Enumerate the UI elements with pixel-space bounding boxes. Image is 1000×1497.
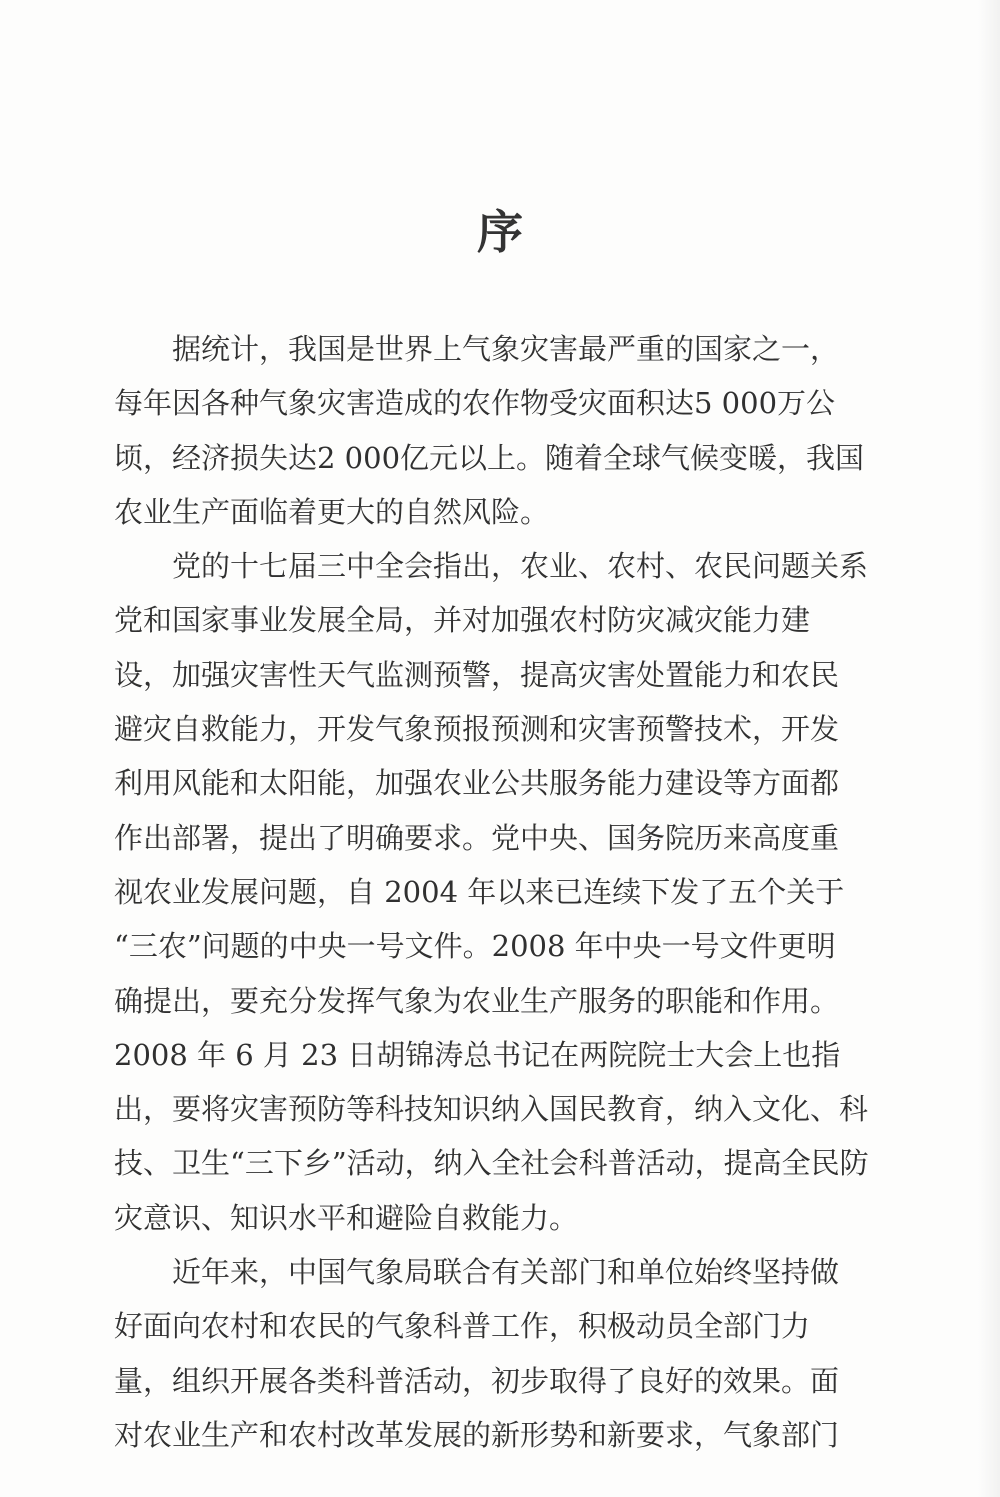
text-line: 近年来，中国气象局联合有关部门和单位始终坚持做	[114, 1255, 840, 1290]
text-line: 出，要将灾害预防等科技知识纳入国民教育，纳入文化、科	[114, 1092, 869, 1127]
text-line: 党的十七届三中全会指出，农业、农村、农民问题关系	[114, 549, 869, 584]
text-line: 农业生产面临着更大的自然风险。	[114, 494, 550, 529]
text-line: 党和国家事业发展全局，并对加强农村防灾减灾能力建	[114, 603, 811, 638]
text-line: 顷，经济损失达2 000亿元以上。随着全球气候变暖，我国	[114, 440, 865, 475]
text-line: 对农业生产和农村改革发展的新形势和新要求，气象部门	[114, 1417, 840, 1452]
text-line: 设，加强灾害性天气监测预警，提高灾害处置能力和农民	[114, 657, 840, 692]
text-line: 作出部署，提出了明确要求。党中央、国务院历来高度重	[114, 820, 840, 855]
text-line: 技、卫生“三下乡”活动，纳入全社会科普活动，提高全民防	[114, 1146, 869, 1181]
text-line: 视农业发展问题，自 2004 年以来已连续下发了五个关于	[114, 874, 845, 909]
text-line: 灾意识、知识水平和避险自救能力。	[114, 1200, 579, 1235]
body-text	[114, 322, 902, 1462]
text-line: 避灾自救能力，开发气象预报预测和灾害预警技术，开发	[114, 712, 840, 747]
text-line: 每年因各种气象灾害造成的农作物受灾面积达5 000万公	[114, 386, 836, 421]
text-line: “三农”问题的中央一号文件。2008 年中央一号文件更明	[114, 929, 836, 964]
text-line: 利用风能和太阳能，加强农业公共服务能力建设等方面都	[114, 766, 840, 801]
page-title: 序	[477, 205, 523, 259]
text-line: 2008 年 6 月 23 日胡锦涛总书记在两院院士大会上也指	[114, 1037, 841, 1072]
text-line: 量，组织开展各类科普活动，初步取得了良好的效果。面	[114, 1363, 840, 1398]
text-line: 据统计，我国是世界上气象灾害最严重的国家之一，	[114, 332, 840, 366]
text-line: 好面向农村和农民的气象科普工作，积极动员全部门力	[114, 1309, 811, 1344]
page-edge-shadow	[978, 0, 1000, 1497]
text-line: 确提出，要充分发挥气象为农业生产服务的职能和作用。	[114, 983, 840, 1018]
